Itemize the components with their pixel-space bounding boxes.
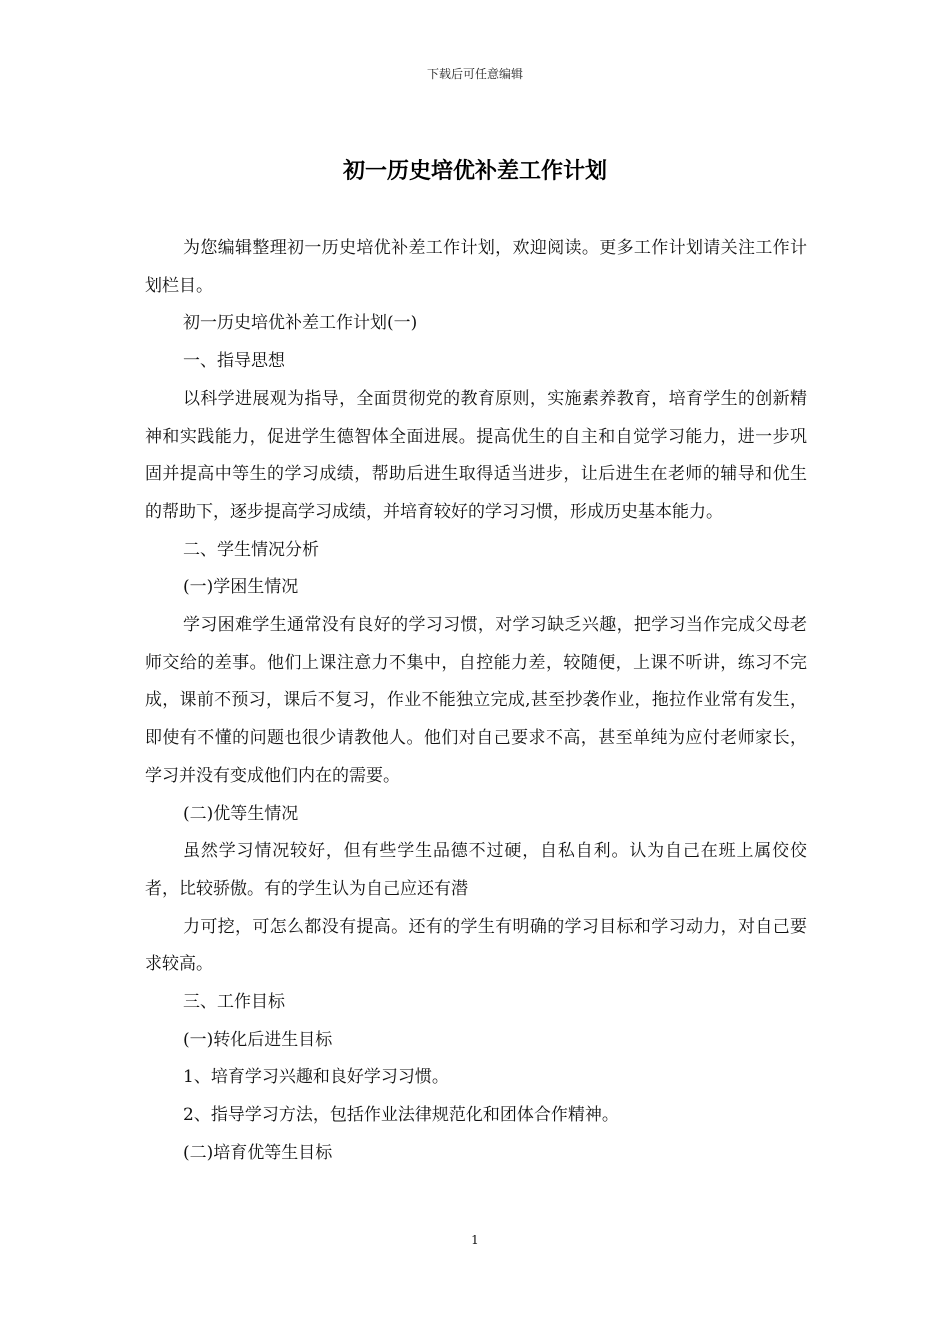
list-item-goal-1: 1、培育学习兴趣和良好学习习惯。 xyxy=(183,1067,449,1088)
document-body xyxy=(145,230,807,1173)
paragraph-top-students: 虽然学习情况较好，但有些学生品德不过硬，自私自利。认为自己在班上属佼佼者，比较骄傲。有的学生认为自己应还有潜 xyxy=(145,841,807,899)
document-title: 初一历史培优补差工作计划 xyxy=(342,159,607,184)
subheading-struggling-students: (一)学困生情况 xyxy=(183,577,299,598)
paragraph-intro: 为您编辑整理初一历史培优补差工作计划，欢迎阅读。更多工作计划请关注工作计划栏目。 xyxy=(145,238,807,296)
section-subtitle: 初一历史培优补差工作计划(一) xyxy=(183,313,418,334)
paragraph-guiding-ideology: 以科学进展观为指导，全面贯彻党的教育原则，实施素养教育，培育学生的创新精神和实践能力，促进学生德智体全面进展。提高优生的自主和自觉学习能力，进一步巩固并提高中等生的学习成绩，帮助后进生取得适当进步，让后进生在老师的辅导和优生的帮助下，逐步提高学习成绩，并培育较好的学习习惯，形成历史基本能力。 xyxy=(145,388,807,522)
paragraph-struggling-students: 学习困难学生通常没有良好的学习习惯，对学习缺乏兴趣，把学习当作完成父母老师交给的差事。他们上课注意力不集中，自控能力差，较随便，上课不听讲，练习不完成，课前不预习，课后不复习，作业不能独立完成,甚至抄袭作业，拖拉作业常有发生，即使有不懂的问题也很少请教他人。他们对自己要求不高，甚至单纯为应付老师家长，学习并没有变成他们内在的需要。 xyxy=(145,615,807,786)
page-number: 1 xyxy=(471,1233,479,1247)
heading-student-analysis: 二、学生情况分析 xyxy=(183,539,319,560)
subheading-top-students: (二)优等生情况 xyxy=(183,803,299,824)
subheading-cultivate-top: (二)培育优等生目标 xyxy=(183,1142,333,1163)
heading-work-goals: 三、工作目标 xyxy=(183,992,285,1013)
list-item-goal-2: 2、指导学习方法，包括作业法律规范化和团体合作精神。 xyxy=(183,1105,619,1126)
paragraph-top-students-continued: 力可挖，可怎么都没有提高。还有的学生有明确的学习目标和学习动力，对自己要求较高。 xyxy=(145,916,807,975)
subheading-convert-struggling: (一)转化后进生目标 xyxy=(183,1029,333,1050)
page-header-note: 下载后可任意编辑 xyxy=(426,67,523,81)
heading-guiding-ideology: 一、指导思想 xyxy=(183,351,285,372)
